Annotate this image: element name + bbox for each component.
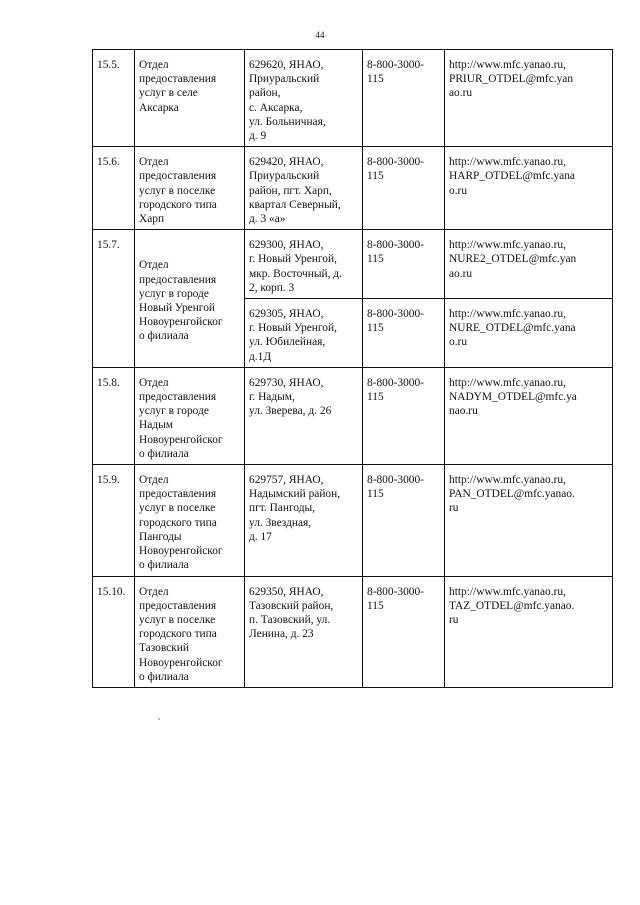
office-phone-line: 115	[367, 488, 384, 501]
office-contacts	[445, 147, 613, 230]
office-name-line: Надым	[139, 419, 173, 432]
office-address-line: 629620, ЯНАО,	[249, 59, 324, 71]
office-contacts	[445, 465, 613, 576]
office-phone	[363, 299, 445, 368]
office-name-line: о филиала	[139, 330, 189, 343]
office-address-line: район,	[249, 87, 281, 100]
office-name-line: услуг в поселке	[139, 184, 216, 197]
row-number: 15.9.	[93, 465, 135, 576]
office-name-line: Отдел	[139, 259, 169, 272]
office-contacts	[445, 367, 613, 464]
office-address-line: ул. Зверева, д. 26	[249, 405, 332, 418]
office-address-line: 629420, ЯНАО,	[249, 156, 324, 169]
office-name-line: городского типа	[139, 516, 217, 529]
row-number: 15.8.	[93, 367, 135, 464]
office-phone	[363, 147, 445, 230]
table-row	[93, 576, 613, 687]
office-address-line: с. Аксарка,	[249, 101, 303, 114]
office-contacts	[445, 230, 613, 299]
office-contacts-line: NURE_OTDEL@mfc.yana	[449, 322, 576, 335]
office-name-line: Тазовский	[139, 642, 189, 655]
office-address-line: Приуральский	[249, 73, 320, 86]
office-address-line: Надымский район,	[249, 488, 341, 501]
office-name-line: предоставления	[139, 273, 217, 286]
office-contacts-line: PRIUR_OTDEL@mfc.yan	[449, 73, 574, 86]
table-body	[93, 50, 613, 688]
office-name-line: Отдел	[139, 156, 169, 169]
office-name-line: городского типа	[139, 628, 217, 641]
office-phone-line: 115	[367, 391, 384, 404]
office-name-line: о филиала	[139, 559, 189, 572]
office-phone-line: 8-800-3000-	[367, 239, 424, 252]
row-number: 15.5.	[93, 50, 135, 147]
office-address-line: д. 3 «а»	[249, 213, 286, 226]
office-name-line: Новоуренгойског	[139, 656, 223, 669]
office-contacts-line: http://www.mfc.yanao.ru,	[449, 376, 566, 389]
office-address-line: 629730, ЯНАО,	[249, 376, 324, 389]
office-address-line: г. Новый Уренгой,	[249, 322, 337, 335]
office-address-line: пгт. Пангоды,	[249, 502, 316, 515]
row-number: 15.10.	[93, 576, 135, 687]
scan-speck	[158, 718, 160, 720]
office-name-line: Новый Уренгой	[139, 302, 215, 315]
office-contacts-line: nao.ru	[449, 405, 478, 418]
office-address-line: д.1Д	[249, 350, 272, 363]
office-contacts-line: http://www.mfc.yanao.ru,	[449, 474, 566, 487]
office-contacts-line: http://www.mfc.yanao.ru,	[449, 585, 566, 598]
office-name-line: услуг в городе	[139, 405, 209, 418]
office-contacts-line: http://www.mfc.yanao.ru,	[449, 156, 566, 169]
office-contacts	[445, 299, 613, 368]
office-address-line: 629350, ЯНАО,	[249, 585, 324, 598]
office-phone-line: 8-800-3000-	[367, 59, 424, 71]
office-name-line: Пангоды	[139, 530, 182, 543]
office-name-line: услуг в городе	[139, 287, 209, 300]
office-name-line: Харп	[139, 213, 165, 226]
office-phone	[363, 367, 445, 464]
office-contacts-line: NADYM_OTDEL@mfc.ya	[449, 391, 577, 404]
office-name-line: городского типа	[139, 198, 217, 211]
office-address-line: ул. Юбилейная,	[249, 336, 326, 349]
office-contacts-line: o.ru	[449, 336, 468, 349]
office-address-line: 2, корп. 3	[249, 281, 295, 294]
office-contacts-line: ru	[449, 613, 459, 626]
office-name-line: Новоуренгойског	[139, 545, 223, 558]
office-name-line: Новоуренгойског	[139, 316, 223, 329]
office-name	[135, 147, 245, 230]
office-name-line: Отдел	[139, 376, 169, 389]
table-row	[93, 147, 613, 230]
office-name-line: услуг в поселке	[139, 502, 216, 515]
office-address-line: мкр. Восточный, д.	[249, 267, 342, 280]
office-contacts	[445, 576, 613, 687]
office-name	[135, 576, 245, 687]
office-phone	[363, 465, 445, 576]
office-name-line: Аксарка	[139, 101, 179, 114]
office-contacts-line: PAN_OTDEL@mfc.yanao.	[449, 488, 575, 501]
office-address-line: район, пгт. Харп,	[249, 184, 332, 197]
office-address-line: 629757, ЯНАО,	[249, 474, 324, 487]
row-number: 15.7.	[93, 230, 135, 368]
office-name-line: Новоуренгойског	[139, 433, 223, 446]
office-name	[135, 230, 245, 368]
office-phone-line: 115	[367, 253, 384, 266]
office-address-line: г. Надым,	[249, 391, 295, 404]
office-name-line: о филиала	[139, 447, 189, 460]
office-name-line: услуг в селе	[139, 87, 198, 100]
office-address-line: Ленина, д. 23	[249, 628, 314, 641]
office-address-line: Приуральский	[249, 170, 320, 183]
office-name-line: Отдел	[139, 59, 169, 71]
page-number: 44	[315, 30, 325, 40]
office-contacts-line: HARP_OTDEL@mfc.yana	[449, 170, 575, 183]
office-phone-line: 115	[367, 599, 384, 612]
office-address	[245, 576, 363, 687]
table-row	[93, 367, 613, 464]
office-contacts-line: http://www.mfc.yanao.ru,	[449, 59, 566, 71]
office-name-line: предоставления	[139, 599, 217, 612]
office-name	[135, 465, 245, 576]
office-name-line: Отдел	[139, 585, 169, 598]
office-name-line: предоставления	[139, 170, 217, 183]
office-address	[245, 50, 363, 147]
office-address-line: д. 9	[249, 130, 267, 143]
office-contacts-line: ao.ru	[449, 267, 473, 280]
office-contacts-line: http://www.mfc.yanao.ru,	[449, 308, 566, 321]
office-name-line: услуг в поселке	[139, 613, 216, 626]
office-name	[135, 367, 245, 464]
office-contacts-line: http://www.mfc.yanao.ru,	[449, 239, 566, 252]
office-phone-line: 115	[367, 73, 384, 86]
table-row	[93, 465, 613, 576]
office-name-line: предоставления	[139, 488, 217, 501]
office-phone	[363, 230, 445, 299]
office-address	[245, 367, 363, 464]
office-address-line: г. Новый Уренгой,	[249, 253, 337, 266]
office-address	[245, 299, 363, 368]
office-phone	[363, 576, 445, 687]
office-address-line: ул. Больничная,	[249, 115, 326, 128]
office-phone-line: 8-800-3000-	[367, 308, 424, 321]
office-name-line: предоставления	[139, 73, 217, 86]
office-contacts-line: NURE2_OTDEL@mfc.yan	[449, 253, 577, 266]
table-row	[93, 50, 613, 147]
office-phone-line: 8-800-3000-	[367, 156, 424, 169]
office-phone-line: 115	[367, 170, 384, 183]
office-contacts-line: TAZ_OTDEL@mfc.yanao.	[449, 599, 575, 612]
office-contacts-line: ru	[449, 502, 459, 515]
office-address-line: ул. Звездная,	[249, 516, 312, 529]
office-address-line: д. 17	[249, 530, 272, 543]
office-address	[245, 465, 363, 576]
row-number: 15.6.	[93, 147, 135, 230]
office-phone-line: 8-800-3000-	[367, 376, 424, 389]
office-address-line: 629305, ЯНАО,	[249, 308, 324, 321]
mfc-offices-table	[92, 49, 613, 688]
office-name-line: о филиала	[139, 670, 189, 683]
office-address-line: п. Тазовский, ул.	[249, 613, 331, 626]
office-name	[135, 50, 245, 147]
office-contacts	[445, 50, 613, 147]
office-name-line: Отдел	[139, 474, 169, 487]
office-phone-line: 8-800-3000-	[367, 585, 424, 598]
office-phone-line: 8-800-3000-	[367, 474, 424, 487]
office-name-line: предоставления	[139, 391, 217, 404]
office-phone	[363, 50, 445, 147]
office-address	[245, 147, 363, 230]
office-address-line: квартал Северный,	[249, 198, 341, 211]
office-address	[245, 230, 363, 299]
office-address-line: Тазовский район,	[249, 599, 334, 612]
office-address-line: 629300, ЯНАО,	[249, 239, 324, 252]
office-contacts-line: o.ru	[449, 184, 468, 197]
office-phone-line: 115	[367, 322, 384, 335]
office-contacts-line: ao.ru	[449, 87, 473, 100]
table-row	[93, 230, 613, 299]
